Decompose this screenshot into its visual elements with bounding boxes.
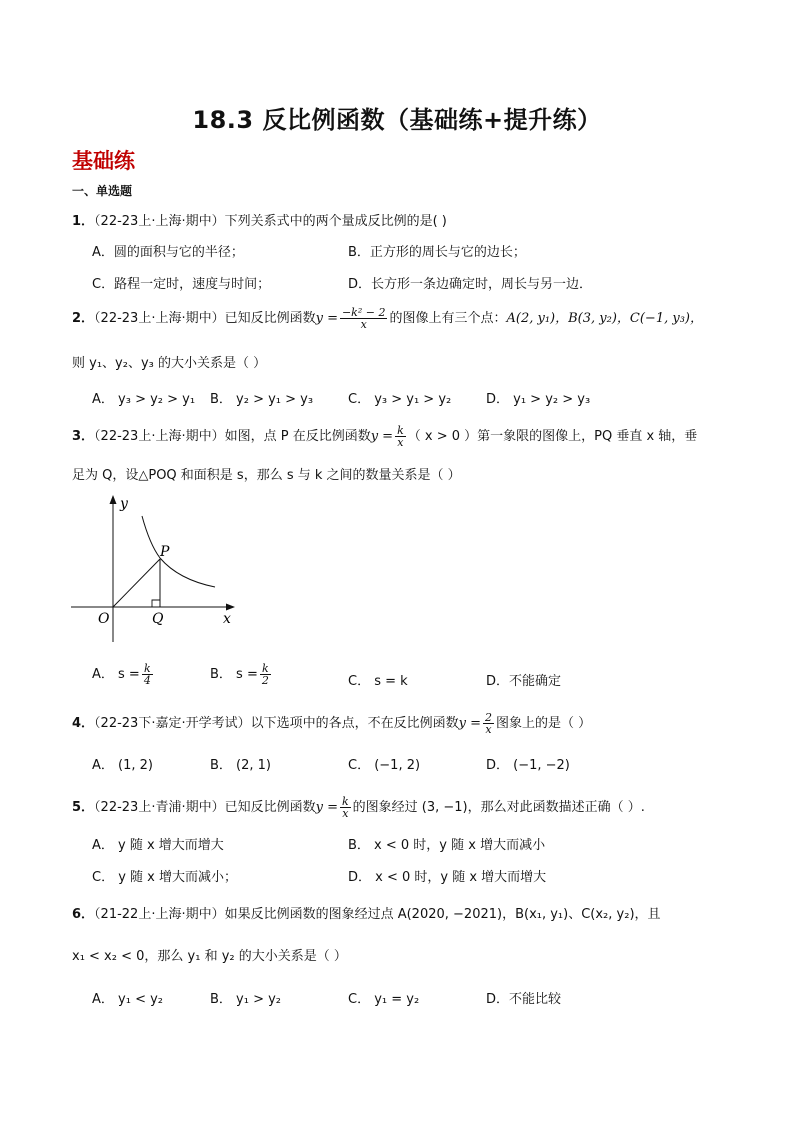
question-text: 的图像上有三个点： <box>389 311 507 326</box>
option-label: A． s = <box>92 667 140 682</box>
function-fraction <box>340 307 388 330</box>
question-2-line-2: 则 y₁、y₂、y₃ 的大小关系是（ ） <box>72 356 267 371</box>
fraction-numerator: k <box>143 662 151 675</box>
question-3 <box>72 425 697 448</box>
fraction-denominator: x <box>397 436 404 449</box>
function-lhs: y = <box>370 429 394 444</box>
hyperbola-curve <box>142 516 215 587</box>
q4-option-c[interactable]: C． (−1, 2) <box>348 758 421 773</box>
q1-option-a[interactable]: A．圆的面积与它的半径； <box>92 245 244 260</box>
q5-option-b[interactable]: B． x < 0 时，y 随 x 增大而减小 <box>348 838 546 853</box>
fraction-denominator: x <box>360 318 367 331</box>
q3-option-b[interactable] <box>210 663 273 686</box>
question-number: 1． <box>72 214 95 229</box>
q2-option-b[interactable]: B． y₂ > y₁ > y₃ <box>210 392 314 407</box>
q1-option-b[interactable]: B．正方形的周长与它的边长； <box>348 245 526 260</box>
q4-option-b[interactable]: B． (2, 1) <box>210 758 272 773</box>
function-lhs: y = <box>458 716 481 731</box>
y-axis-arrow <box>110 495 117 504</box>
section-heading: 基础练 <box>72 149 135 173</box>
question-number: 4． <box>72 716 95 731</box>
option-fraction <box>260 663 271 686</box>
q6-option-c[interactable]: C． y₁ = y₂ <box>348 992 420 1007</box>
fraction-numerator: k <box>397 424 404 437</box>
question-number: 3． <box>72 429 95 444</box>
q6-option-d[interactable]: D．不能比较 <box>486 992 562 1007</box>
y-axis-label: y <box>120 496 128 512</box>
question-5 <box>72 796 645 819</box>
question-text: （22-23上·上海·期中）如图，点 P 在反比例函数 <box>94 429 371 444</box>
q2-option-d[interactable]: D． y₁ > y₂ > y₃ <box>486 392 591 407</box>
q2-option-c[interactable]: C． y₃ > y₁ > y₂ <box>348 392 452 407</box>
point-q-label: Q <box>152 611 164 627</box>
function-fraction <box>395 425 406 448</box>
question-text: （22-23上·上海·期中）已知反比例函数 <box>94 311 316 326</box>
question-text: （22-23下·嘉定·开学考试）以下选项中的各点，不在反比例函数 <box>94 716 459 731</box>
q5-option-c[interactable]: C． y 随 x 增大而减小； <box>92 870 237 885</box>
option-fraction <box>142 663 153 686</box>
fraction-denominator: 4 <box>143 674 151 687</box>
page-title: 18.3 反比例函数（基础练+提升练） <box>192 106 602 134</box>
point-list: A(2, y₁)，B(3, y₂)，C(−1, y₃)， <box>506 311 703 326</box>
x-axis-arrow <box>226 604 235 611</box>
question-text: 图象上的是（ ） <box>495 716 592 731</box>
fraction-numerator: k <box>262 662 269 675</box>
q4-option-a[interactable]: A． (1, 2) <box>92 758 153 773</box>
function-fraction <box>340 796 351 819</box>
fraction-denominator: x <box>485 723 492 736</box>
fraction-numerator: 2 <box>484 711 492 724</box>
question-2 <box>72 307 703 330</box>
question-text: （21-22上·上海·期中）如果反比例函数的图象经过点 A(2020, −2021)，B(x₁, y₁)、C(x₂, y₂)，且 <box>94 907 661 922</box>
point-p-label: P <box>160 544 170 560</box>
fraction-numerator: −k² − 2 <box>341 306 386 319</box>
q3-option-d[interactable]: D．不能确定 <box>486 674 562 689</box>
q4-option-d[interactable]: D． (−1, −2) <box>486 758 570 773</box>
option-label: B． s = <box>210 667 258 682</box>
origin-label: O <box>98 611 110 627</box>
fraction-denominator: x <box>342 807 349 820</box>
question-text: （ x > 0 ）第一象限的图像上，PQ 垂直 x 轴，垂 <box>407 429 698 444</box>
question-number: 2． <box>72 311 95 326</box>
question-6-line-2: x₁ < x₂ < 0，那么 y₁ 和 y₂ 的大小关系是（ ） <box>72 949 347 964</box>
question-text: （22-23上·上海·期中）下列关系式中的两个量成反比例的是( ) <box>94 214 447 229</box>
q5-option-a[interactable]: A． y 随 x 增大而增大 <box>92 838 224 853</box>
question-text: （22-23上·青浦·期中）已知反比例函数 <box>94 800 316 815</box>
question-number: 6． <box>72 907 95 922</box>
q3-option-c[interactable]: C． s = k <box>348 674 408 689</box>
fraction-numerator: k <box>341 795 349 808</box>
q1-option-c[interactable]: C．路程一定时，速度与时间； <box>92 277 271 292</box>
q5-option-d[interactable]: D． x < 0 时，y 随 x 增大而增大 <box>348 870 547 885</box>
q2-option-a[interactable]: A． y₃ > y₂ > y₁ <box>92 392 196 407</box>
subsection-heading: 一、单选题 <box>72 184 133 198</box>
function-fraction <box>483 712 494 735</box>
right-angle-mark <box>152 600 160 607</box>
question-4 <box>72 712 591 735</box>
q6-option-b[interactable]: B． y₁ > y₂ <box>210 992 282 1007</box>
x-axis-label: x <box>223 611 231 627</box>
question-1 <box>72 210 447 229</box>
question-3-line-2: 足为 Q，设△POQ 和面积是 s，那么 s 与 k 之间的数量关系是（ ） <box>72 468 461 483</box>
function-lhs: y = <box>315 800 338 815</box>
q3-option-a[interactable] <box>92 663 155 686</box>
inverse-function-graph <box>68 492 243 652</box>
fraction-denominator: 2 <box>261 674 269 687</box>
question-text: 的图象经过 (3, −1)，那么对此函数描述正确（ ）. <box>352 800 645 815</box>
question-6 <box>72 903 661 922</box>
q1-option-d[interactable]: D．长方形一条边确定时，周长与另一边． <box>348 277 593 292</box>
q6-option-a[interactable]: A． y₁ < y₂ <box>92 992 163 1007</box>
question-number: 5． <box>72 800 95 815</box>
function-lhs: y = <box>315 311 338 326</box>
